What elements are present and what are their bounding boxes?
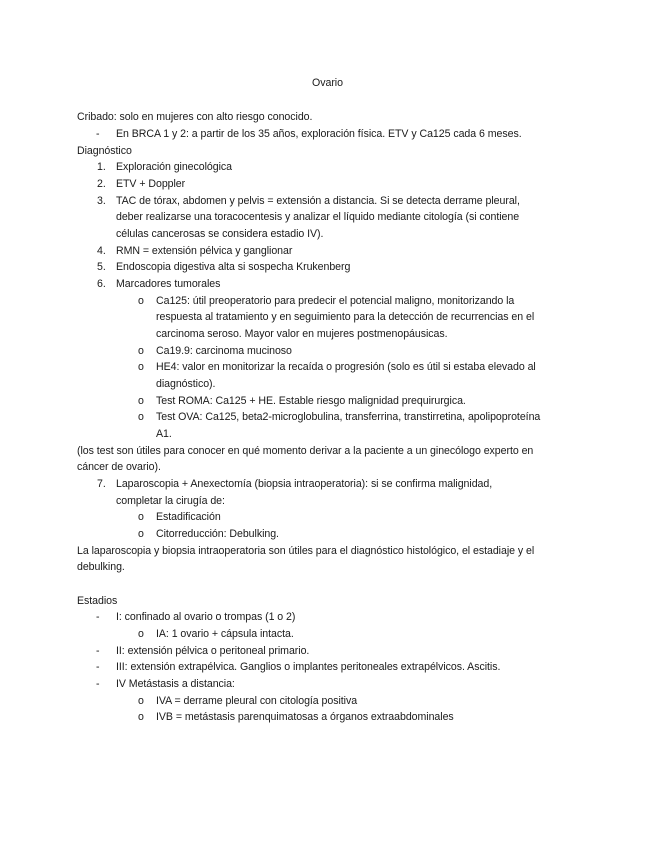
list-number: 2.: [97, 178, 106, 190]
list-number: 7.: [97, 478, 106, 490]
list-item: RMN = extensión pélvica y ganglionar: [116, 245, 293, 257]
circle-bullet-icon: o: [138, 345, 144, 357]
diagnostico-heading: Diagnóstico: [77, 145, 132, 157]
circle-bullet-icon: o: [138, 361, 144, 373]
cribado-item: En BRCA 1 y 2: a partir de los 35 años, exploración física. ETV y Ca125 cada 6 meses.: [116, 128, 522, 140]
list-item-continuation: deber realizarse una toracocentesis y analizar el líquido mediante citología (si contiene: [116, 211, 520, 223]
circle-bullet-icon: o: [138, 695, 144, 707]
cribado-heading: Cribado: solo en mujeres con alto riesgo conocido.: [77, 111, 313, 123]
marker-item-continuation: diagnóstico).: [156, 378, 216, 390]
circle-bullet-icon: o: [138, 628, 144, 640]
marker-item: Test ROMA: Ca125 + HE. Estable riesgo malignidad prequirurgica.: [156, 395, 466, 407]
circle-bullet-icon: o: [138, 395, 144, 407]
circle-bullet-icon: o: [138, 511, 144, 523]
closing-text: La laparoscopia y biopsia intraoperatoria son útiles para el diagnóstico histológico, el estadiaje y el: [77, 545, 535, 557]
note-text: (los test son útiles para conocer en qué momento derivar a la paciente a un ginecólogo experto en: [77, 445, 534, 457]
dash-marker: -: [96, 678, 100, 690]
marker-item-continuation: respuesta al tratamiento y en seguimiento para la detección de recurrencias en el: [156, 311, 535, 323]
list-number: 6.: [97, 278, 106, 290]
circle-bullet-icon: o: [138, 295, 144, 307]
closing-text: debulking.: [77, 561, 125, 573]
list-number: 5.: [97, 261, 106, 273]
marker-item: Ca19.9: carcinoma mucinoso: [156, 345, 292, 357]
circle-bullet-icon: o: [138, 528, 144, 540]
stage-sub-item: IVB = metástasis parenquimatosas a órganos extraabdominales: [156, 711, 454, 723]
list-item-continuation: células cancerosas se considera estadio IV).: [116, 228, 324, 240]
stage-sub-item: IA: 1 ovario + cápsula intacta.: [156, 628, 294, 640]
stage-sub-item: IVA = derrame pleural con citología positiva: [156, 695, 358, 707]
list-item: Marcadores tumorales: [116, 278, 221, 290]
list-number: 3.: [97, 195, 106, 207]
dash-marker: -: [96, 611, 100, 623]
marker-item: Ca125: útil preoperatorio para predecir el potencial maligno, monitorizando la: [156, 295, 515, 307]
list-item-continuation: completar la cirugía de:: [116, 495, 225, 507]
dash-marker: -: [96, 645, 100, 657]
dash-marker: -: [96, 661, 100, 673]
marker-item: Test OVA: Ca125, beta2-microglobulina, transferrina, transtirretina, apolipoproteína: [156, 411, 541, 423]
circle-bullet-icon: o: [138, 411, 144, 423]
stage-item: IV Metástasis a distancia:: [116, 678, 235, 690]
list-item: TAC de tórax, abdomen y pelvis = extensión a distancia. Si se detecta derrame pleural,: [116, 195, 520, 207]
dash-marker: -: [96, 128, 100, 140]
stage-item: I: confinado al ovario o trompas (1 o 2): [116, 611, 296, 623]
marker-item: HE4: valor en monitorizar la recaída o progresión (solo es útil si estaba elevado al: [156, 361, 536, 373]
marker-item-continuation: carcinoma seroso. Mayor valor en mujeres postmenopáusicas.: [156, 328, 448, 340]
list-item: Endoscopia digestiva alta si sospecha Krukenberg: [116, 261, 351, 273]
stage-item: II: extensión pélvica o peritoneal primario.: [116, 645, 310, 657]
list-item: Laparoscopia + Anexectomía (biopsia intraoperatoria): si se confirma malignidad,: [116, 478, 493, 490]
list-item: Exploración ginecológica: [116, 161, 232, 173]
estadios-heading: Estadios: [77, 595, 118, 607]
circle-bullet-icon: o: [138, 711, 144, 723]
sub-item: Estadificación: [156, 511, 221, 523]
marker-item-continuation: A1.: [156, 428, 172, 440]
page-title: Ovario: [312, 77, 343, 89]
note-text: cáncer de ovario).: [77, 461, 161, 473]
list-number: 1.: [97, 161, 106, 173]
list-number: 4.: [97, 245, 106, 257]
list-item: ETV + Doppler: [116, 178, 186, 190]
stage-item: III: extensión extrapélvica. Ganglios o implantes peritoneales extrapélvicos. Ascitis.: [116, 661, 501, 673]
sub-item: Citorreducción: Debulking.: [156, 528, 279, 540]
